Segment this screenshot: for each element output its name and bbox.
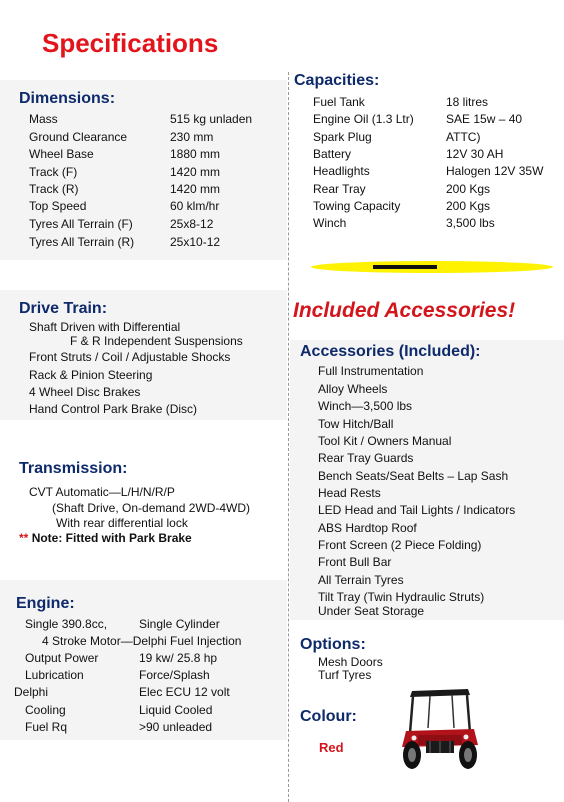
dim-label: Tyres All Terrain (F): [29, 217, 133, 231]
engine-line: 4 Stroke Motor—Delphi Fuel Injection: [42, 634, 242, 648]
list-item: All Terrain Tyres: [318, 573, 404, 587]
colour-value: Red: [319, 740, 344, 755]
engine-value: 19 kw/ 25.8 hp: [139, 651, 218, 665]
dim-label: Track (F): [29, 165, 78, 179]
list-item: Under Seat Storage: [318, 604, 425, 618]
page-title: Specifications: [42, 28, 219, 58]
cap-label: Towing Capacity: [313, 199, 401, 213]
list-item: Rear Tray Guards: [318, 451, 414, 465]
list-item: Tool Kit / Owners Manual: [318, 434, 452, 448]
drive-train-line: Rack & Pinion Steering: [29, 368, 153, 382]
utv-vehicle-image: [400, 683, 480, 773]
note-text: Note: Fitted with Park Brake: [31, 531, 192, 545]
dim-label: Mass: [29, 112, 58, 126]
cap-label: Engine Oil (1.3 Ltr): [313, 112, 414, 126]
dim-label: Track (R): [29, 182, 79, 196]
cap-label: Fuel Tank: [313, 95, 365, 109]
engine-value: >90 unleaded: [139, 720, 213, 734]
list-item: Front Screen (2 Piece Folding): [318, 538, 482, 552]
cap-value: 3,500 lbs: [446, 216, 495, 230]
dim-label: Top Speed: [29, 199, 87, 213]
cap-value: 18 litres: [446, 95, 489, 109]
dim-value: 25x10-12: [170, 235, 221, 249]
cap-label: Spark Plug: [313, 130, 372, 144]
list-item: Front Bull Bar: [318, 555, 392, 569]
drive-train-heading: Drive Train:: [19, 300, 108, 317]
capacities-heading: Capacities:: [294, 72, 380, 89]
dim-value: 1420 mm: [170, 165, 221, 179]
list-item: LED Head and Tail Lights / Indicators: [318, 503, 516, 517]
cap-value: 200 Kgs: [446, 199, 491, 213]
list-item: Alloy Wheels: [318, 382, 388, 396]
engine-heading: Engine:: [16, 595, 75, 612]
cap-label: Rear Tray: [313, 182, 366, 196]
transmission-line: CVT Automatic—L/H/N/R/P: [29, 485, 175, 499]
dimensions-heading: Dimensions:: [19, 90, 116, 107]
transmission-line: (Shaft Drive, On-demand 2WD-4WD): [52, 501, 251, 515]
cap-label: Battery: [313, 147, 352, 161]
options-heading: Options:: [300, 636, 366, 653]
included-accessories-title: Included Accessories!: [293, 299, 516, 322]
engine-label: Output Power: [25, 651, 99, 665]
dim-value: 25x8-12: [170, 217, 214, 231]
dim-value: 1420 mm: [170, 182, 221, 196]
drive-train-line: Shaft Driven with Differential: [29, 320, 181, 334]
colour-heading: Colour:: [300, 708, 357, 725]
cap-value: SAE 15w – 40: [446, 112, 523, 126]
cap-value: Halogen 12V 35W: [446, 164, 544, 178]
note-marker: **: [19, 531, 29, 545]
cap-label: Headlights: [313, 164, 370, 178]
drive-train-line: Front Struts / Coil / Adjustable Shocks: [29, 350, 231, 364]
transmission-note: [19, 531, 192, 545]
engine-label: Lubrication: [25, 668, 84, 682]
list-item: Turf Tyres: [318, 668, 372, 682]
engine-label: Fuel Rq: [25, 720, 68, 734]
list-item: Full Instrumentation: [318, 364, 424, 378]
dim-value: 60 klm/hr: [170, 199, 220, 213]
list-item: Bench Seats/Seat Belts – Lap Sash: [318, 469, 509, 483]
engine-value: Force/Splash: [139, 668, 210, 682]
engine-line: Single Cylinder: [139, 617, 220, 631]
dim-value: 1880 mm: [170, 147, 221, 161]
dim-value: 515 kg unladen: [170, 112, 253, 126]
engine-label: Cooling: [25, 703, 66, 717]
dim-label: Ground Clearance: [29, 130, 128, 144]
column-divider: [288, 72, 289, 802]
drive-train-line: 4 Wheel Disc Brakes: [29, 385, 141, 399]
cap-value: 12V 30 AH: [446, 147, 504, 161]
dim-label: Tyres All Terrain (R): [29, 235, 135, 249]
dim-label: Wheel Base: [29, 147, 94, 161]
list-item: Head Rests: [318, 486, 381, 500]
cap-label: Winch: [313, 216, 347, 230]
engine-label: Delphi: [14, 685, 49, 699]
dim-value: 230 mm: [170, 130, 214, 144]
list-item: Winch—3,500 lbs: [318, 399, 413, 413]
list-item: ABS Hardtop Roof: [318, 521, 417, 535]
yellow-banner-graphic: [310, 256, 554, 278]
engine-line: Single 390.8cc,: [25, 617, 108, 631]
list-item: Mesh Doors: [318, 655, 383, 669]
engine-value: Liquid Cooled: [139, 703, 213, 717]
list-item: Tow Hitch/Ball: [318, 417, 394, 431]
list-item: Tilt Tray (Twin Hydraulic Struts): [318, 590, 485, 604]
drive-train-line: F & R Independent Suspensions: [70, 334, 243, 348]
engine-value: Elec ECU 12 volt: [139, 685, 230, 699]
transmission-heading: Transmission:: [19, 460, 128, 477]
drive-train-line: Hand Control Park Brake (Disc): [29, 402, 198, 416]
accessories-heading: Accessories (Included):: [300, 343, 481, 360]
cap-value: ATTC): [446, 130, 481, 144]
cap-value: 200 Kgs: [446, 182, 491, 196]
transmission-line: With rear differential lock: [56, 516, 188, 530]
